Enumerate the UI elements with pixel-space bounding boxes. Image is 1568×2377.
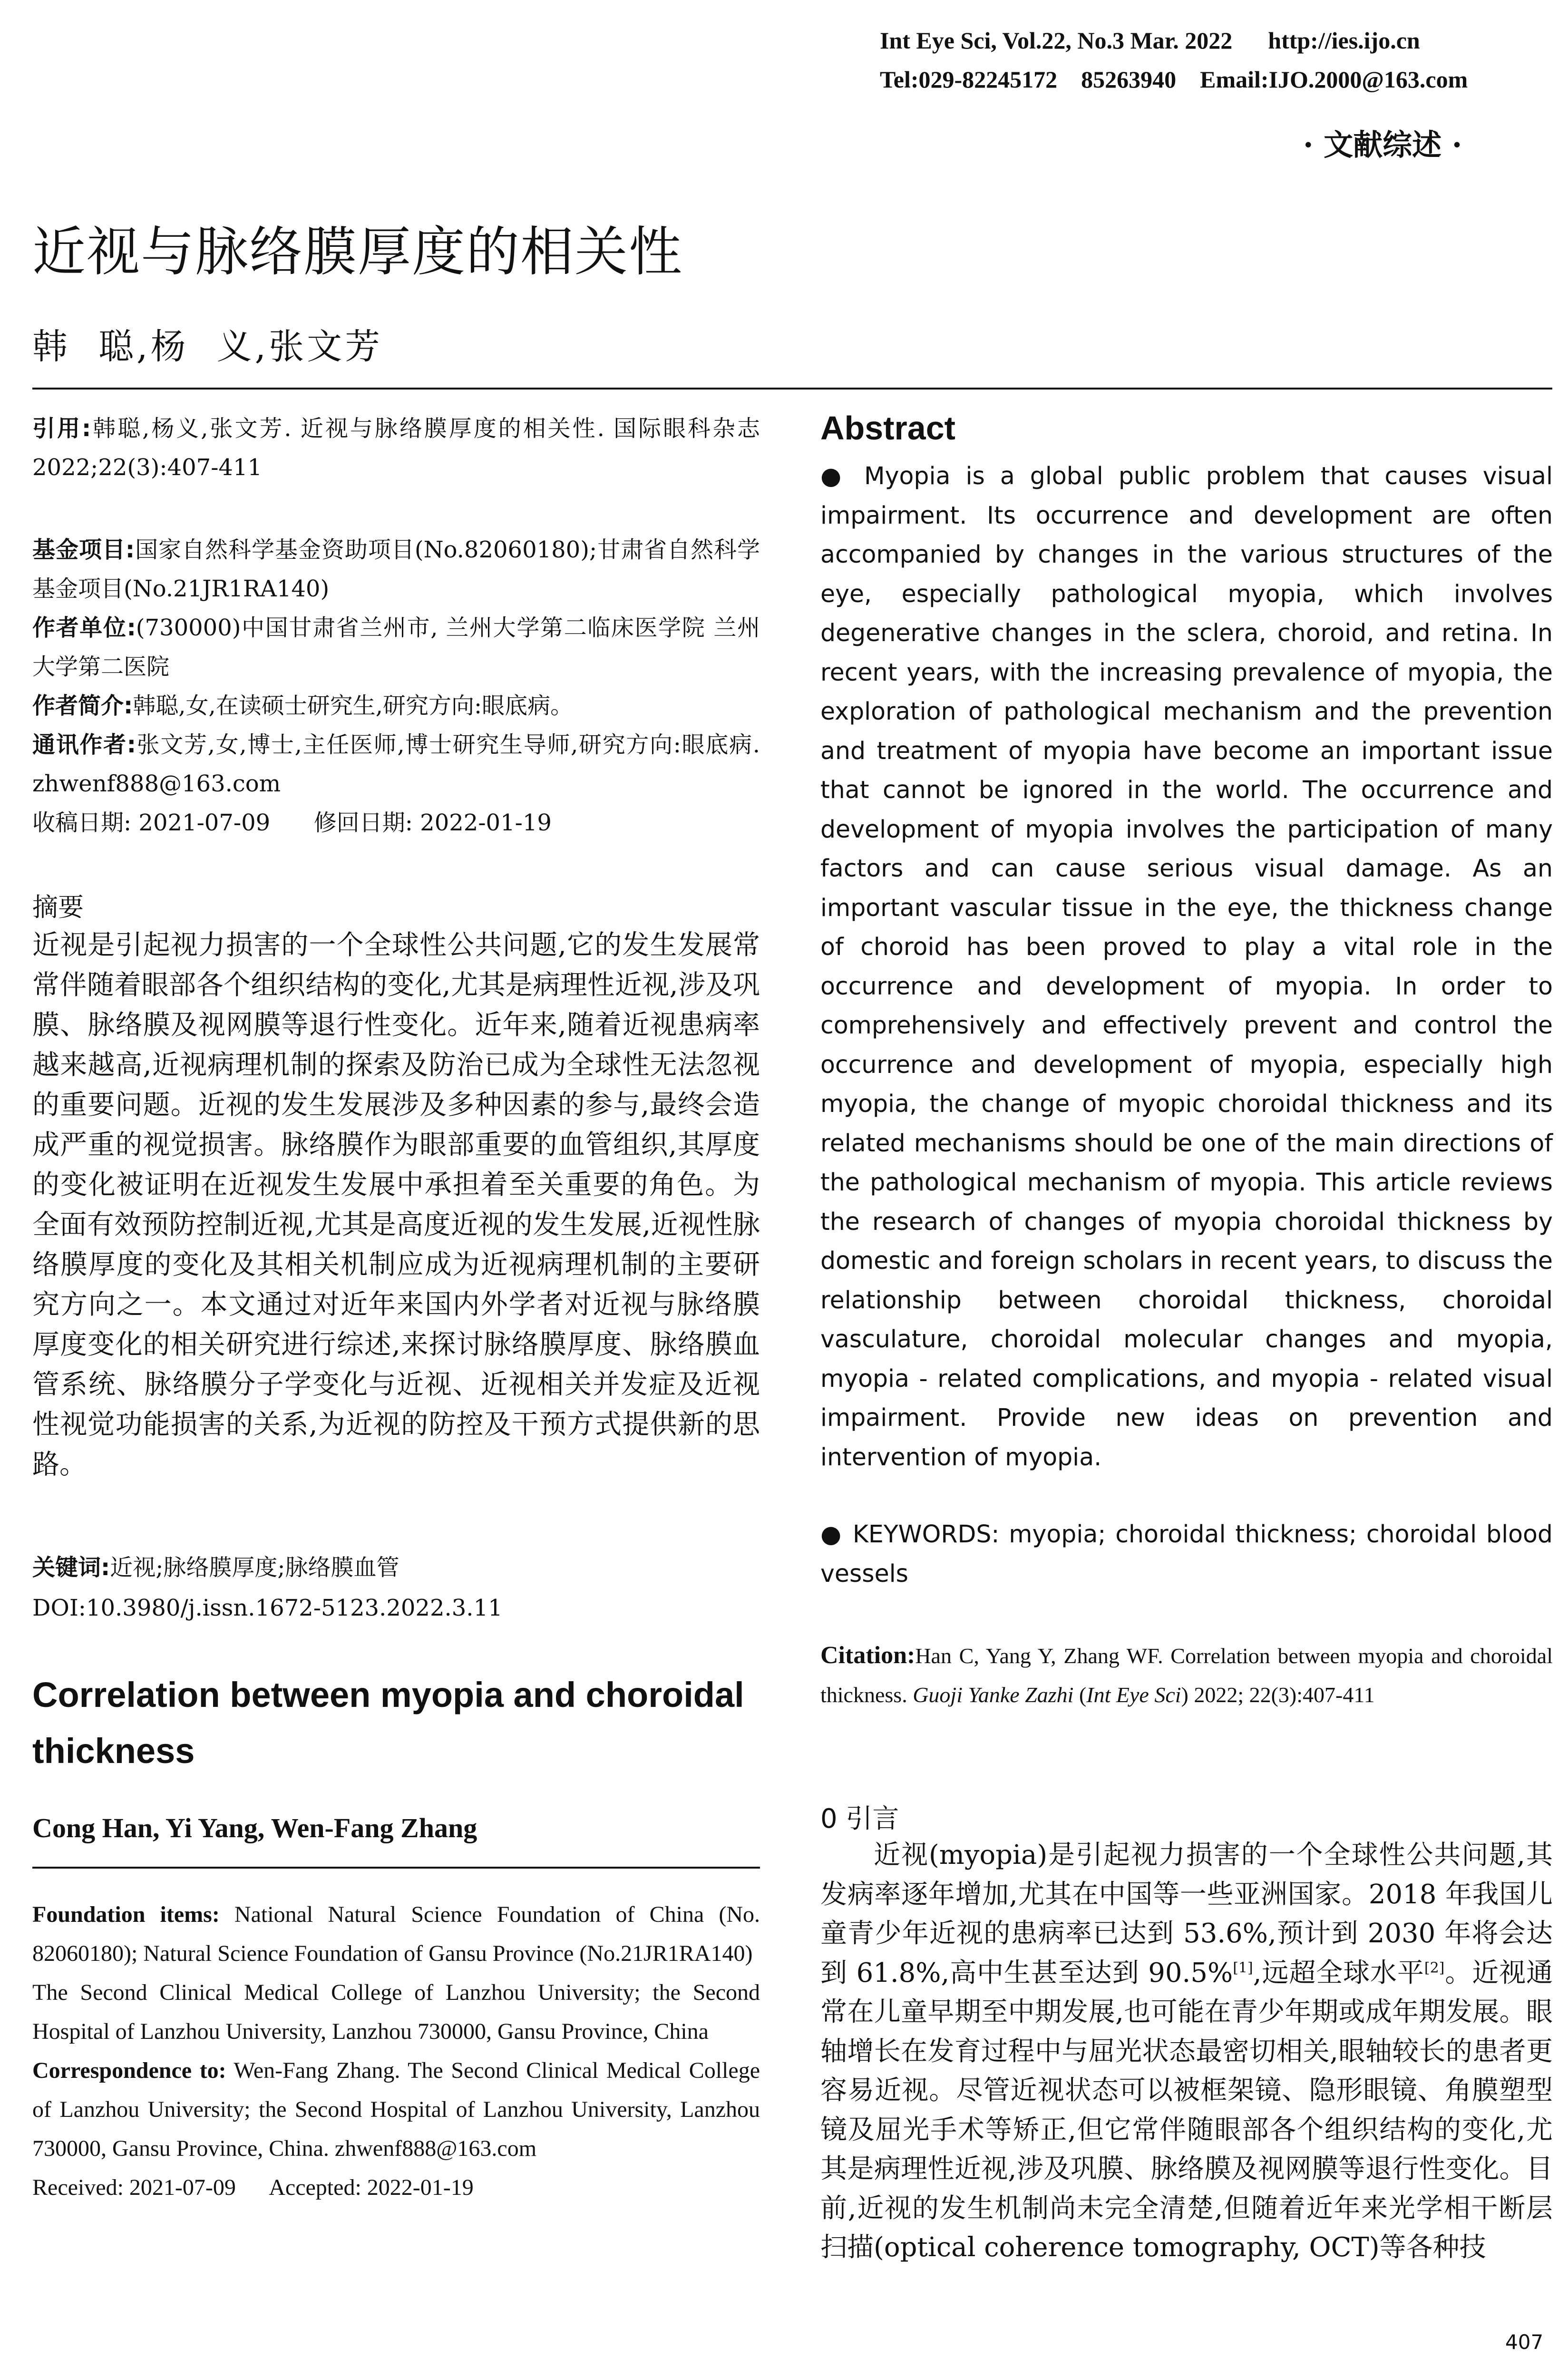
section-tag: · 文献综述 · [1303, 127, 1462, 162]
citation-en-journal-en: Int Eye Sci [1086, 1683, 1181, 1707]
keywords-en-text: ● KEYWORDS: myopia; choroidal thickness; choroidal blood vessels [820, 1520, 1553, 1588]
citation-en-text-b: ( [1073, 1683, 1087, 1707]
abstract-en [820, 457, 1553, 1477]
dates-en: Received: 2021-07-09 Accepted: 2022-01-19 [32, 2175, 474, 2200]
reference-2-link[interactable]: [2] [1424, 1959, 1445, 1976]
article-info-cn [32, 530, 760, 842]
intro-text-3: 。近视通常在儿童早期至中期发展,也可能在青少年期或成年期发展。眼轴增长在发育过程中与屈光状态最密切相关,眼轴较长的患者更容易近视。尽管近视状态可以被框架镜、隐形眼镜、角膜塑型镜及屈光手术等矫正,但它常伴随眼部各个组织结构的变化,尤其是病理性近视,涉及巩膜、脉络膜及视网膜等退行性变化。目前,近视的发生机制尚未完全清楚,但随着近年来光学相干断层扫描(optical coherence tomography, OCT)等各种技 [820, 1957, 1553, 2263]
foundation-cn-label: 基金项目: [32, 536, 135, 563]
affiliation-cn-label: 作者单位: [32, 614, 136, 641]
keywords-cn [32, 1548, 760, 1587]
article-title-cn: 近视与脉络膜厚度的相关性 [32, 221, 683, 283]
citation-en-label: Citation: [820, 1642, 915, 1669]
author-bio-cn-label: 作者简介: [32, 692, 133, 719]
authors-divider [32, 1867, 760, 1869]
foundation-cn-text: 国家自然科学基金资助项目(No.82060180);甘肃省自然科学基金项目(No.21JR1RA140) [32, 536, 760, 602]
reference-1-link[interactable]: [1] [1233, 1959, 1253, 1976]
citation-en-text-c: ) 2022; 22(3):407-411 [1181, 1683, 1375, 1707]
citation-cn-label: 引用: [32, 415, 91, 442]
abstract-heading-en: Abstract [820, 409, 955, 447]
abstract-heading-cn: 摘要 [32, 892, 84, 922]
correspondence-en-text: Wen-Fang Zhang. The Second Clinical Medical College of Lanzhou University; the Second Hospital of Lanzhou University, Lanzhou 730000, Gansu Province, China. zhwenf888@163.com [32, 2058, 760, 2161]
intro-text-1: 近视(myopia)是引起视力损害的一个全球性公共问题,其发病率逐年增加,尤其在中国等一些亚洲国家。2018 年我国儿童青少年近视的患病率已达到 53.6%,预计到 2030 年将会达到 61.8%,高中生甚至达到 90.5% [820, 1840, 1553, 1988]
article-title-en: Correlation between myopia and choroidal thickness [32, 1675, 744, 1771]
keywords-en [820, 1515, 1553, 1593]
abstract-cn [32, 925, 760, 1484]
keywords-cn-text: 近视;脉络膜厚度;脉络膜血管 [110, 1554, 399, 1581]
journal-header-line1: Int Eye Sci, Vol.22, No.3 Mar. 2022 http://ies.ijo.cn [880, 27, 1420, 54]
abstract-en-text: ● Myopia is a global public problem that causes visual impairment. Its occurrence and development are often accompanied by changes in the various structures of the eye, especially pathological myopia, which involves degenerative changes in the sclera, choroid, and retina. In recent years, with the increasing prevalence of myopia, the exploration of pathological mechanism and the prevention and treatment of myopia have become an important issue that cannot be ignored in the world. The occurrence and development of myopia involves the participation of many factors and can cause serious visual damage. As an important vascular tissue in the eye, the thickness change of choroid has been proved to play a vital role in the occurrence and development of myopia. In order to comprehensively and effectively prevent and control the occurrence and development of myopia, especially high myopia, the change of myopic choroidal thickness and its related mechanisms should be one of the main directions of the pathological mechanism of myopia. This article reviews the research of changes of myopia choroidal thickness by domestic and foreign scholars in recent years, to discuss the relationship between choroidal thickness, choroidal vasculature, choroidal molecular changes and myopia, myopia - related complications, and myopia - related visual impairment. Provide new ideas on prevention and intervention of myopia. [820, 462, 1553, 1471]
citation-en-journal: Guoji Yanke Zazhi [913, 1683, 1074, 1707]
journal-header-line2: Tel:029-82245172 85263940 Email:IJO.2000@163.com [880, 66, 1468, 93]
affiliation-en: The Second Clinical Medical College of Lanzhou University; the Second Hospital of Lanzhou University, Lanzhou 730000, Gansu Province, China [32, 1980, 760, 2044]
intro-text-2: ,远超全球水平 [1253, 1957, 1424, 1988]
correspondence-cn-label: 通讯作者: [32, 731, 136, 758]
citation-en-text-a: Han C, Yang Y, Zhang WF. Correlation between myopia and choroidal thickness. [820, 1644, 1553, 1707]
doi[interactable] [32, 1588, 760, 1627]
citation-cn-text: 韩聪,杨义,张文芳. 近视与脉络膜厚度的相关性. 国际眼科杂志 2022;22(3):407-411 [32, 415, 760, 481]
page-number: 407 [1505, 2330, 1544, 2354]
author-bio-cn-text: 韩聪,女,在读硕士研究生,研究方向:眼底病。 [133, 692, 574, 719]
citation-cn [32, 409, 760, 487]
abstract-cn-text: 近视是引起视力损害的一个全球性公共问题,它的发生发展常常伴随着眼部各个组织结构的变化,尤其是病理性近视,涉及巩膜、脉络膜及视网膜等退行性变化。近年来,随着近视患病率越来越高,近视病理机制的探索及防治已成为全球性无法忽视的重要问题。近视的发生发展涉及多种因素的参与,最终会造成严重的视觉损害。脉络膜作为眼部重要的血管组织,其厚度的变化被证明在近视发生发展中承担着至关重要的角色。为全面有效预防控制近视,尤其是高度近视的发生发展,近视性脉络膜厚度的变化及其相关机制应成为近视病理机制的主要研究方向之一。本文通过对近年来国内外学者对近视与脉络膜厚度变化的相关研究进行综述,来探讨脉络膜厚度、脉络膜血管系统、脉络膜分子学变化与近视、近视相关并发症及近视性视觉功能损害的关系,为近视的防控及干预方式提供新的思路。 [32, 929, 760, 1480]
intro-heading: 0 引言 [820, 1803, 899, 1834]
authors-en: Cong Han, Yi Yang, Wen-Fang Zhang [32, 1812, 477, 1843]
affiliation-cn-text: (730000)中国甘肃省兰州市, 兰州大学第二临床医学院 兰州大学第二医院 [32, 614, 760, 680]
foundation-en-label: Foundation items: [32, 1902, 220, 1927]
doi-text[interactable]: DOI:10.3980/j.issn.1672-5123.2022.3.11 [32, 1595, 503, 1621]
authors-cn: 韩 聪,杨 义,张文芳 [32, 326, 383, 367]
keywords-cn-label: 关键词: [32, 1554, 110, 1581]
header-divider [32, 388, 1552, 390]
correspondence-cn-text: 张文芳,女,博士,主任医师,博士研究生导师,研究方向:眼底病. zhwenf888@163.com [32, 731, 760, 797]
intro-section [820, 1836, 1553, 2268]
foundation-en-text: National Natural Science Foundation of China (No. 82060180); Natural Science Foundation of Gansu Province (No.21JR1RA140) [32, 1902, 760, 1966]
dates-cn: 收稿日期: 2021-07-09 修回日期: 2022-01-19 [32, 809, 552, 836]
article-info-en [32, 1895, 760, 2207]
correspondence-en-label: Correspondence to: [32, 2058, 226, 2083]
citation-en [820, 1636, 1553, 1715]
